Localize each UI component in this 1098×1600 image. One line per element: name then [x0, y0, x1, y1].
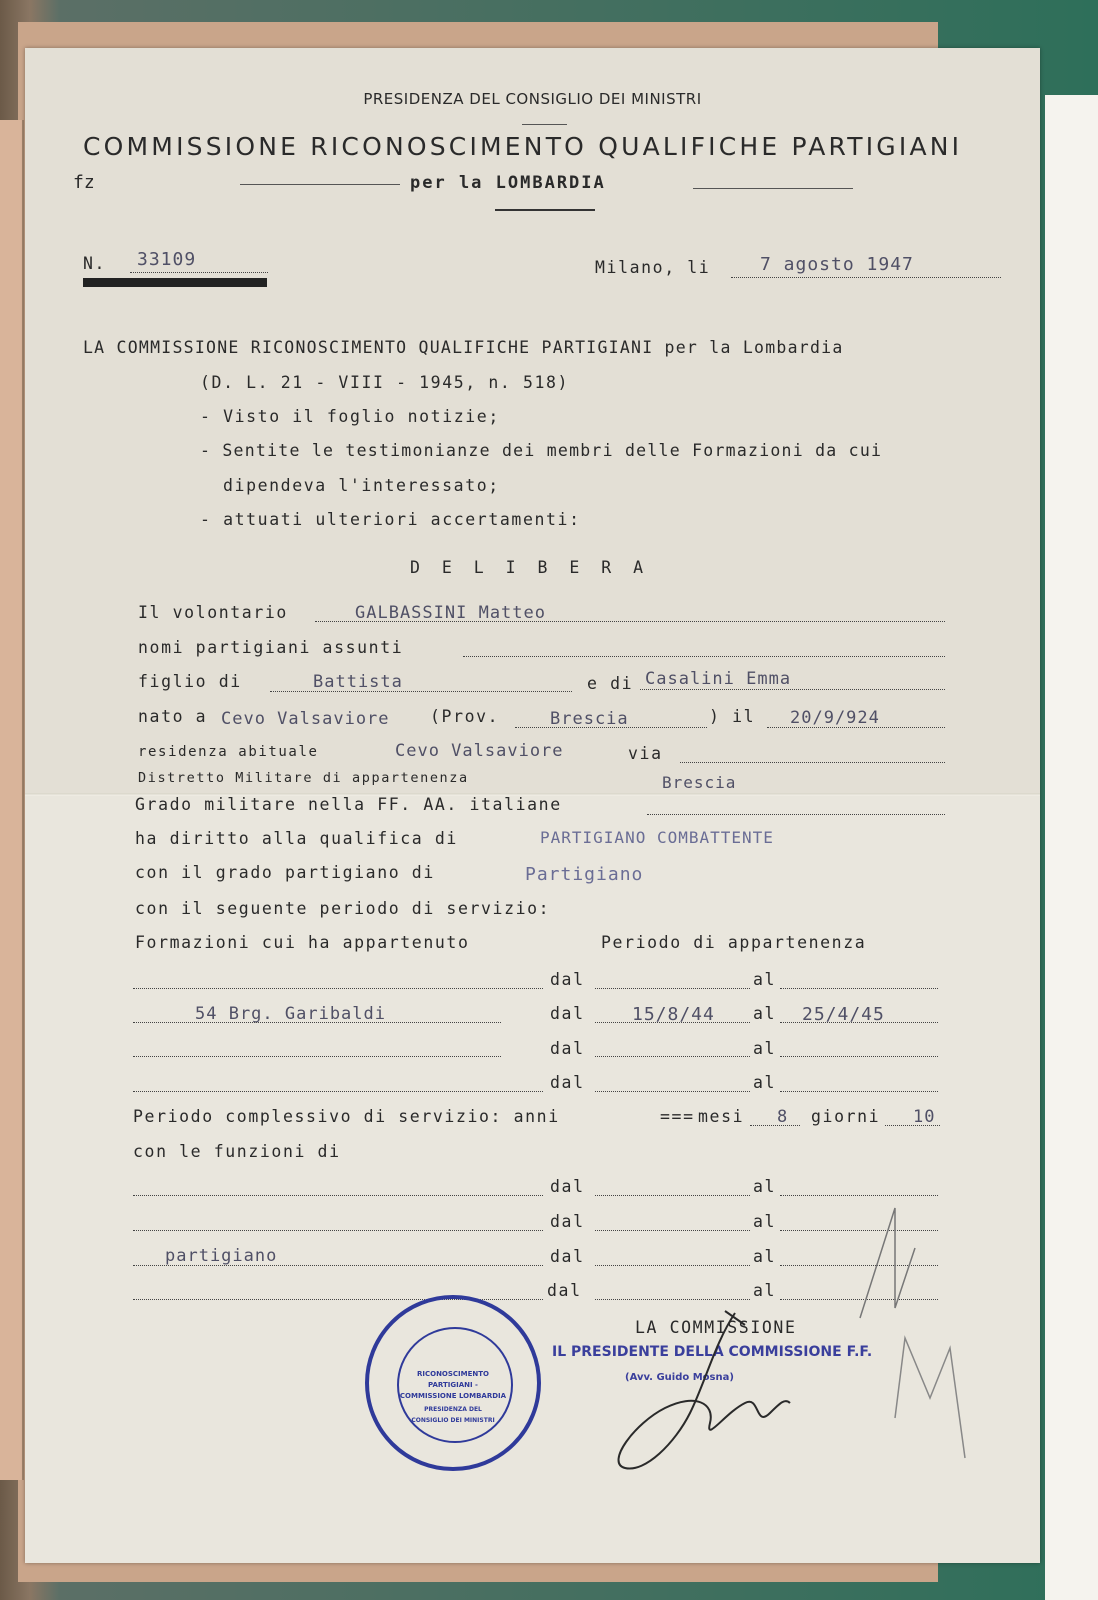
al-label: al [753, 1177, 777, 1196]
header-rule-right [693, 188, 853, 189]
header-rule-under [495, 209, 595, 211]
nomi-line [463, 656, 945, 657]
al-line [780, 1195, 938, 1196]
header-presidenza: PRESIDENZA DEL CONSIGLIO DEI MINISTRI [363, 90, 702, 108]
dal-label: dal [550, 970, 585, 989]
dal-label: dal [550, 1004, 585, 1023]
via-line [680, 762, 945, 763]
dal-value: 15/8/44 [632, 1004, 715, 1025]
stamp-outer-text: RICONOSCIMENTO PARTIGIANI - COMMISSIONE LOMBARDIA [399, 1370, 507, 1400]
al-line [780, 1056, 938, 1057]
totale-giorni-label: giorni [811, 1107, 881, 1126]
formazione-line [133, 988, 543, 989]
dal-label: dal [550, 1247, 585, 1266]
closing-presidente: IL PRESIDENTE DELLA COMMISSIONE F.F. [552, 1344, 873, 1360]
al-label: al [753, 1004, 777, 1023]
mesi-line [750, 1125, 800, 1126]
dal-line [595, 988, 750, 989]
distretto-label: Distretto Militare di appartenenza [138, 770, 469, 786]
al-line [780, 1091, 938, 1092]
volontario-label: Il volontario [138, 603, 288, 622]
residenza-label: residenza abituale [138, 744, 319, 760]
funzione-line [133, 1230, 543, 1231]
al-label: al [753, 1039, 777, 1058]
preamble-line1: LA COMMISSIONE RICONOSCIMENTO QUALIFICHE PARTIGIANI per la Lombardia [83, 338, 844, 357]
madre-label: e di [587, 674, 634, 693]
il-label: ) il [709, 707, 756, 726]
formazione-line [133, 1091, 543, 1092]
al-label: al [753, 1073, 777, 1092]
luogo-nascita-value: Cevo Valsaviore [221, 709, 390, 729]
totale-label: Periodo complessivo di servizio: anni [133, 1107, 560, 1126]
pencil-marks [855, 1198, 975, 1468]
madre-line [640, 689, 945, 690]
header-regione: per la LOMBARDIA [410, 173, 606, 193]
folder-edge [0, 120, 24, 1480]
grado-label: Grado militare nella FF. AA. italiane [135, 795, 562, 814]
protocol-date-line [731, 277, 1001, 278]
preamble-line6: - attuati ulteriori accertamenti: [200, 510, 581, 529]
col-formazioni: Formazioni cui ha appartenuto [135, 933, 470, 952]
madre-value: Casalini Emma [645, 669, 792, 689]
al-label: al [753, 970, 777, 989]
official-stamp [365, 1295, 541, 1471]
provincia-value: Brescia [550, 709, 629, 729]
formazione-line [133, 1022, 501, 1023]
preamble-line2: (D. L. 21 - VIII - 1945, n. 518) [200, 373, 570, 392]
preamble-line3: - Visto il foglio notizie; [200, 407, 500, 426]
prov-label: (Prov. [430, 707, 500, 726]
totale-giorni: 10 [913, 1107, 936, 1127]
stamp-inner-text: PRESIDENZA DEL CONSIGLIO DEI MINISTRI [411, 1406, 495, 1424]
volontario-value: GALBASSINI Matteo [355, 603, 546, 623]
dal-line [595, 1230, 750, 1231]
formazione-value: 54 Brg. Garibaldi [195, 1004, 386, 1024]
protocol-number-line [130, 272, 268, 273]
fz-mark: fz [73, 172, 95, 193]
funzione-line [133, 1265, 543, 1266]
distretto-value: Brescia [662, 773, 737, 792]
nato-label: nato a [138, 707, 208, 726]
dal-line [595, 1299, 750, 1300]
funzione-line [133, 1195, 543, 1196]
provincia-line [515, 727, 707, 728]
dal-label: dal [547, 1281, 582, 1300]
nomi-label: nomi partigiani assunti [138, 638, 404, 657]
al-label: al [753, 1212, 777, 1231]
al-value: 25/4/45 [802, 1004, 885, 1025]
totale-mesi: 8 [777, 1107, 789, 1127]
underlying-sheet [1045, 95, 1098, 1600]
funzione-value: partigiano [165, 1246, 278, 1266]
protocol-place: Milano, li [595, 258, 711, 277]
protocol-n-label: N. [83, 254, 107, 273]
preamble-line5: dipendeva l'interessato; [223, 476, 500, 495]
signature [595, 1303, 795, 1483]
dal-line [595, 1056, 750, 1057]
closing-nome: (Avv. Guido Mosna) [625, 1372, 734, 1383]
header-commissione: COMMISSIONE RICONOSCIMENTO QUALIFICHE PARTIGIANI [83, 132, 963, 161]
delibera-title: D E L I B E R A [410, 558, 650, 577]
giorni-line [885, 1125, 940, 1126]
al-label: al [753, 1247, 777, 1266]
header-rule-left [240, 184, 400, 185]
data-nascita-value: 20/9/924 [790, 708, 880, 728]
dal-line [595, 1265, 750, 1266]
periodo-label: con il seguente periodo di servizio: [135, 899, 551, 918]
dal-line [595, 1195, 750, 1196]
residenza-value: Cevo Valsaviore [395, 741, 564, 761]
al-line [780, 1022, 938, 1023]
dal-label: dal [550, 1039, 585, 1058]
grado-line [647, 814, 945, 815]
volontario-line [315, 621, 945, 622]
formazione-line [133, 1056, 501, 1057]
protocol-date: 7 agosto 1947 [760, 254, 914, 275]
data-nascita-line [767, 727, 945, 728]
funzioni-label: con le funzioni di [133, 1142, 341, 1161]
grado-partigiano-label: con il grado partigiano di [135, 863, 435, 882]
figlio-label: figlio di [138, 672, 242, 691]
protocol-number: 33109 [137, 249, 197, 270]
via-label: via [628, 744, 663, 763]
dal-label: dal [550, 1212, 585, 1231]
document-sheet [25, 48, 1040, 1563]
al-line [780, 988, 938, 989]
stamp-text [369, 1369, 537, 1426]
qualifica-label: ha diritto alla qualifica di [135, 829, 458, 848]
redaction-bar [83, 278, 267, 287]
grado-partigiano-value: Partigiano [525, 864, 644, 885]
col-periodo: Periodo di appartenenza [601, 933, 867, 952]
dal-label: dal [550, 1073, 585, 1092]
padre-value: Battista [313, 672, 403, 692]
header-rule-short [522, 124, 567, 125]
dal-line [595, 1022, 750, 1023]
padre-line [270, 691, 572, 692]
closing-commissione: LA COMMISSIONE [635, 1318, 797, 1337]
al-label: al [753, 1281, 777, 1300]
qualifica-value: PARTIGIANO COMBATTENTE [540, 828, 774, 847]
totale-mesi-label: mesi [698, 1107, 745, 1126]
dal-line [595, 1091, 750, 1092]
preamble-line4: - Sentite le testimonianze dei membri delle Formazioni da cui [200, 441, 883, 460]
dal-label: dal [550, 1177, 585, 1196]
totale-anni: === [660, 1107, 695, 1126]
